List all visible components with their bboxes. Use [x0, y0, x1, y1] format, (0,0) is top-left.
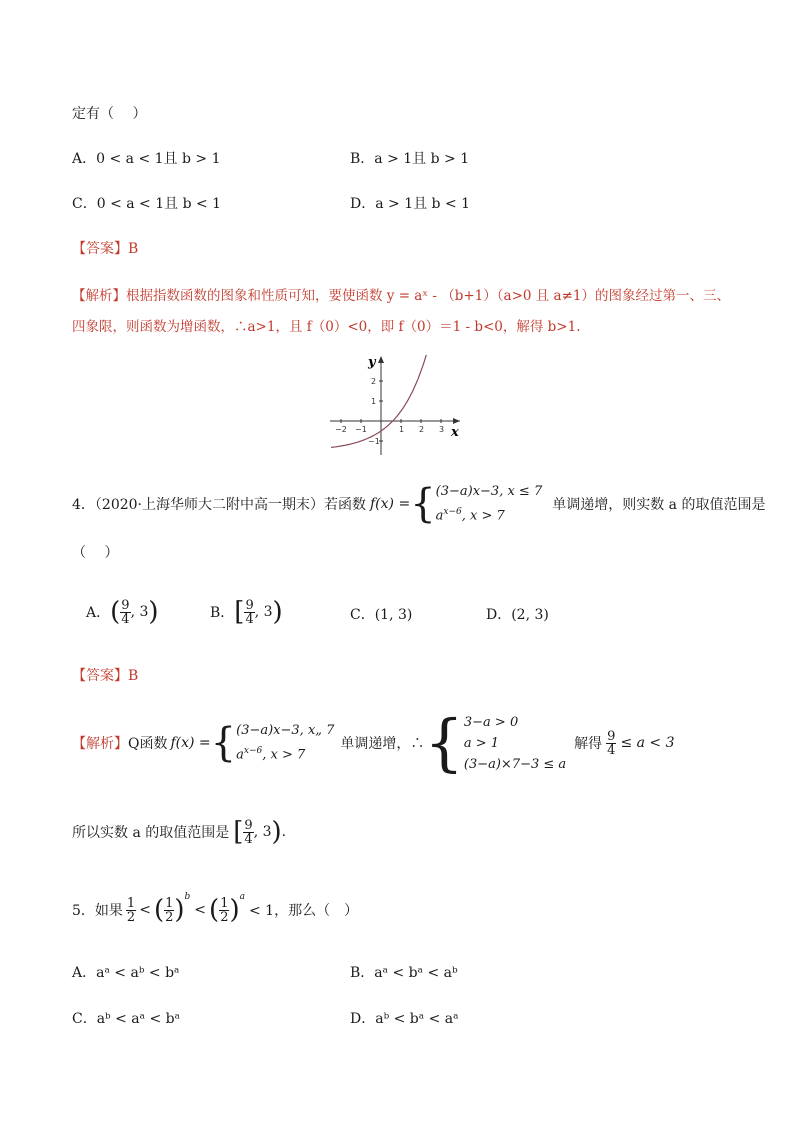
q3-answer — [72, 238, 138, 258]
q3-analysis-line2: 四象限，则函数为增函数，∴a>1，且 f（0）<0，即 f（0）＝1 - b<0，解得 b>1. — [72, 319, 581, 335]
q4-case1: (3−a)x−3, x ≤ 7 — [435, 483, 543, 499]
q4-fx: f(x) = — [370, 496, 411, 512]
q4-system-brace: { — [424, 706, 464, 779]
q4-paren: （ ） — [72, 545, 119, 561]
y-axis-arrow — [378, 356, 384, 363]
q4-option-d: D．(2, 3) — [486, 607, 549, 623]
y-tick-label: −1 — [368, 437, 380, 446]
q5-stem: 5．如果 $\frac{1}{2}$ < ( $\frac{1}{2}$ ) $^b$ < ( $\frac{1}{2}$ ) $^a$ < 1，那么（ ） — [72, 892, 359, 925]
q3-stem-tail: 定有（ ） — [72, 106, 147, 122]
q4-conclusion: 所以实数 a 的取值范围是 [ $\frac{9}{4}$ , 3 ) . — [72, 817, 287, 847]
answer-tag: 【答案】 — [72, 241, 128, 257]
answer-tag: 【答案】 — [72, 668, 128, 684]
q5-option-a: A．aᵃ < aᵇ < bᵃ — [72, 965, 180, 981]
answer-value: B — [128, 241, 139, 257]
exponential-graph — [325, 350, 465, 460]
q4-analysis — [72, 706, 675, 779]
y-tick-label: 1 — [371, 397, 377, 406]
q4-analysis-brace: { — [210, 720, 237, 766]
y-tick-label: 2 — [371, 377, 377, 386]
q4-analysis-fx: f(x) = — [170, 735, 211, 751]
q3-option-a: A．0 < a < 1且 b > 1 — [72, 151, 221, 167]
q4-solve-prefix: 解得 — [574, 736, 603, 752]
q5-option-b: B．aᵃ < bᵃ < aᵇ — [350, 965, 458, 981]
x-tick-label: 3 — [439, 425, 445, 434]
analysis-tag: 【解析】 — [72, 736, 128, 752]
q4-option-c: C．(1, 3) — [350, 607, 413, 623]
q3-option-b: B．a > 1且 b > 1 — [350, 151, 470, 167]
q4-solve-fraction: $\frac{9}{4}$ — [607, 728, 616, 758]
y-axis-label: y — [368, 355, 376, 370]
q4-brace: { — [410, 481, 436, 527]
x-tick-label: 2 — [419, 425, 425, 434]
x-tick-label: −2 — [335, 425, 347, 434]
q3-option-d: D．a > 1且 b < 1 — [350, 196, 471, 212]
q3-option-c: C．0 < a < 1且 b < 1 — [72, 196, 222, 212]
q5-option-d: D．aᵇ < bᵃ < aᵃ — [350, 1011, 459, 1027]
q4-case2: $a^{x-6}$, x > 7 — [435, 506, 505, 524]
q4-analysis-mid: 单调递增，∴ — [340, 736, 425, 752]
q4-system: 3−a > 0 a > 1 (3−a)×7−3 ≤ a — [463, 714, 567, 772]
q5-option-c: C．aᵇ < aᵃ < bᵃ — [72, 1011, 181, 1027]
answer-value: B — [128, 668, 139, 684]
analysis-text: 根据指数函数的图象和性质可知，要使函数 y = aˣ - （b+1）（a>0 且 a≠1）的图象经过第一、三、 — [126, 288, 730, 304]
q4-suffix: 单调递增，则实数 a 的取值范围是 — [552, 497, 766, 513]
q4-answer — [72, 665, 138, 685]
q4-option-a: A． ( $\frac{9}{4}$ , 3 ) — [86, 597, 159, 627]
q4-analysis-prefix: Q函数 — [128, 736, 168, 752]
x-axis-arrow — [453, 418, 460, 424]
q4-prefix: 4．（2020·上海华师大二附中高一期末）若函数 — [72, 497, 366, 513]
q4-stem — [72, 482, 765, 526]
x-tick-label: 1 — [399, 425, 405, 434]
x-tick-label: −1 — [355, 425, 367, 434]
q3-analysis-line1 — [72, 284, 730, 304]
analysis-tag: 【解析】 — [72, 288, 126, 304]
q4-solve-tail: ≤ a < 3 — [620, 735, 675, 751]
q4-piecewise — [436, 482, 543, 526]
q4-option-b: B． [ $\frac{9}{4}$ , 3 ) — [210, 597, 283, 627]
q4-analysis-piecewise: (3−a)x−3, x„ 7 $a^{x-6}$, x > 7 — [236, 722, 335, 763]
x-axis-label: x — [451, 425, 459, 440]
